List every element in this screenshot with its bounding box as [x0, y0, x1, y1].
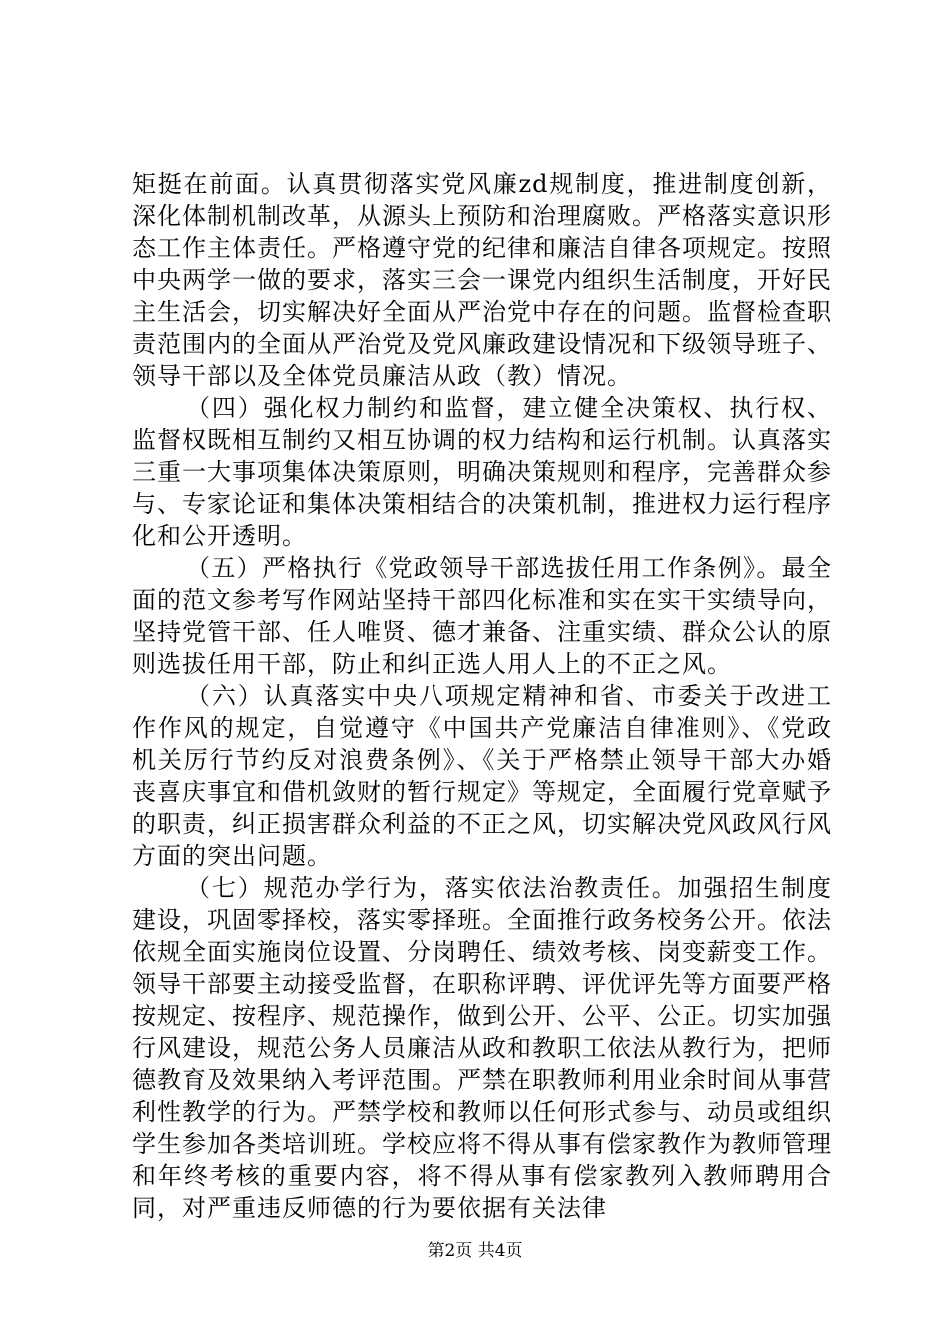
paragraph-section-5: （五）严格执行《党政领导干部选拔任用工作条例》。最全面的范文参考写作网站坚持干部四化标准和实在实干实绩导向，坚持党管干部、任人唯贤、德才兼备、注重实绩、群众公认的原则选拔任用干部，防止和纠正选人用人上的不正之风。 [132, 554, 832, 678]
document-body [132, 168, 832, 1224]
page-footer: 第2页 共4页 [427, 1241, 523, 1261]
paragraph-continuation: 矩挺在前面。认真贯彻落实党风廉zd规制度，推进制度创新，深化体制机制改革，从源头上预防和治理腐败。严格落实意识形态工作主体责任。严格遵守党的纪律和廉洁自律各项规定。按照中央两学一做的要求，落实三会一课党内组织生活制度，开好民主生活会，切实解决好全面从严治党中存在的问题。监督检查职责范围内的全面从严治党及党风廉政建设情况和下级领导班子、领导干部以及全体党员廉洁从政（教）情况。 [132, 170, 832, 390]
paragraph-section-4: （四）强化权力制约和监督，建立健全决策权、执行权、监督权既相互制约又相互协调的权力结构和运行机制。认真落实三重一大事项集体决策原则，明确决策规则和程序，完善群众参与、专家论证和集体决策相结合的决策机制，推进权力运行程序化和公开透明。 [132, 394, 832, 550]
paragraph-section-6: （六）认真落实中央八项规定精神和省、市委关于改进工作作风的规定，自觉遵守《中国共产党廉洁自律准则》、《党政机关厉行节约反对浪费条例》、《关于严格禁止领导干部大办婚丧喜庆事宜和借机敛财的暂行规定》等规定，全面履行党章赋予的职责，纠正损害群众利益的不正之风，切实解决党风政风行风方面的突出问题。 [132, 682, 832, 870]
paragraph-section-7: （七）规范办学行为，落实依法治教责任。加强招生制度建设，巩固零择校，落实零择班。全面推行政务校务公开。依法依规全面实施岗位设置、分岗聘任、绩效考核、岗变薪变工作。领导干部要主动接受监督，在职称评聘、评优评先等方面要严格按规定、按程序、规范操作，做到公开、公平、公正。切实加强行风建设，规范公务人员廉洁从政和教职工依法从教行为，把师德教育及效果纳入考评范围。严禁在职教师利用业余时间从事营利性教学的行为。严禁学校和教师以任何形式参与、动员或组织学生参加各类培训班。学校应将不得从事有偿家教作为教师管理和年终考核的重要内容，将不得从事有偿家教列入教师聘用合同，对严重违反师德的行为要依据有关法律 [132, 874, 832, 1222]
